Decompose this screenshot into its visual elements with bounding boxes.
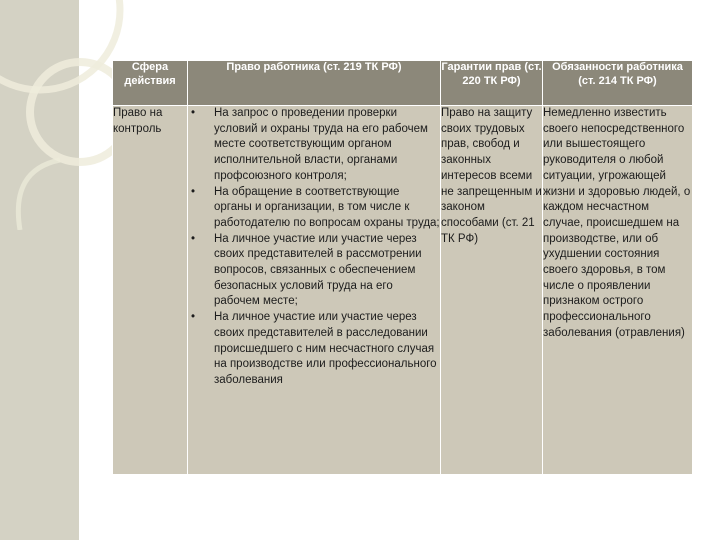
list-item-text: На запрос о проведении проверки условий и охраны труда на его рабочем месте соответствующим органом исполнительной власти, органами профсоюзного контроля;: [214, 107, 428, 182]
cell-duties: Немедленно известить своего непосредственного или вышестоящего руководителя о любой ситуации, угрожающей жизни и здоровью людей, о каждом несчастном случае, происшедшем на производстве, или об ухудшении состояния своего здоровья, в том числе о проявлении признаком острого профессионального заболевания (отравления): [543, 106, 693, 475]
table-header-row: [113, 61, 693, 106]
bullet-icon: •: [191, 107, 196, 119]
header-guarantees: Гарантии прав (ст. 220 ТК РФ): [441, 61, 543, 106]
labor-rights-table: [112, 60, 693, 475]
bullet-icon: •: [191, 232, 196, 245]
list-item-text: На личное участие или участие через своих представителей в расследовании происшедшего с ним несчастного случая на производстве или профессионального заболевания: [214, 311, 437, 386]
list-item-text: На обращение в соответствующие органы и организации, в том числе к работодателю по вопросам охраны труда;: [214, 185, 440, 229]
table-row: [113, 106, 693, 475]
list-item: [189, 310, 440, 389]
list-item: [189, 106, 440, 185]
cell-guarantees: Право на защиту своих трудовых прав, свобод и законных интересов всеми не запрещенным и законом способами (ст. 21 ТК РФ): [441, 106, 543, 475]
list-item-text: На личное участие или участие через своих представителей в рассмотрении вопросов, связанных с обеспечением безопасных условий труда на его рабочем месте;: [214, 232, 422, 308]
rights-list: [188, 106, 440, 389]
header-rights: Право работника (ст. 219 ТК РФ): [188, 61, 441, 106]
header-duties: Обязанности работника (ст. 214 ТК РФ): [543, 61, 693, 106]
bullet-icon: •: [191, 311, 196, 324]
list-item: [189, 185, 440, 232]
list-item: [189, 232, 440, 311]
cell-sphere: Право на контроль: [113, 106, 188, 475]
header-sphere: Сфера действия: [113, 61, 188, 106]
cell-rights: [188, 106, 441, 475]
bullet-icon: •: [191, 185, 196, 198]
